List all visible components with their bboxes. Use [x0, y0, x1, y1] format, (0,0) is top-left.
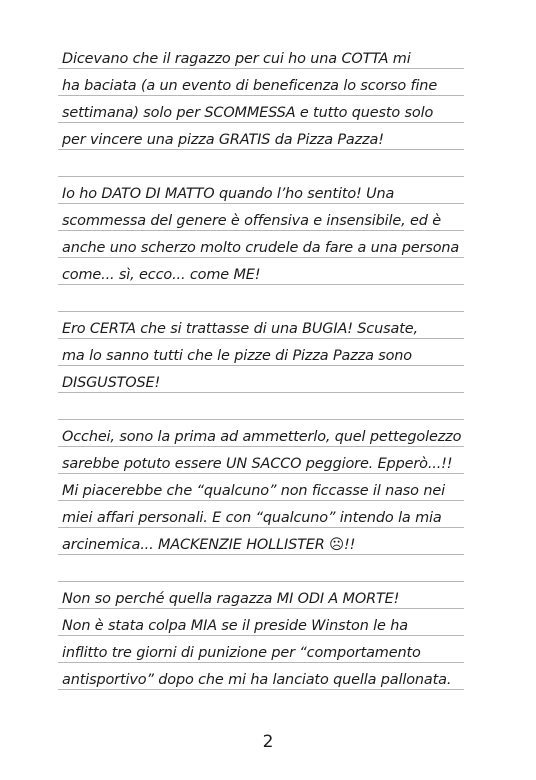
- ruled-line: [58, 122, 464, 123]
- ruled-line: [58, 689, 464, 690]
- text-line: inflitto tre giorni di punizione per “comportamento: [62, 644, 421, 661]
- page-number: 2: [262, 732, 274, 752]
- text-line: antisportivo” dopo che mi ha lanciato quella pallonata.: [62, 671, 452, 688]
- ruled-line: [58, 527, 464, 528]
- ruled-line: [58, 149, 464, 150]
- text-line: come... sì, ecco... come ME!: [62, 266, 261, 283]
- ruled-line: [58, 203, 464, 204]
- ruled-line: [58, 95, 464, 96]
- ruled-line: [58, 176, 464, 177]
- text-line: sarebbe potuto essere UN SACCO peggiore. Epperò...!!: [62, 455, 453, 472]
- text-line: Mi piacerebbe che “qualcuno” non ficcasse il naso nei: [62, 482, 445, 499]
- text-line: Ero CERTA che si trattasse di una BUGIA! Scusate,: [62, 320, 418, 337]
- text-line: per vincere una pizza GRATIS da Pizza Pazza!: [62, 131, 384, 148]
- text-line: settimana) solo per SCOMMESSA e tutto questo solo: [62, 104, 434, 121]
- ruled-line: [58, 473, 464, 474]
- ruled-line: [58, 635, 464, 636]
- text-line: Occhei, sono la prima ad ammetterlo, quel pettegolezzo: [62, 428, 462, 445]
- text-line: Dicevano che il ragazzo per cui ho una COTTA mi: [62, 50, 411, 67]
- text-line: ma lo sanno tutti che le pizze di Pizza Pazza sono: [62, 347, 413, 364]
- ruled-line: [58, 284, 464, 285]
- ruled-line: [58, 581, 464, 582]
- text-line: scommessa del genere è offensiva e insensibile, ed è: [62, 212, 441, 229]
- text-line: Io ho DATO DI MATTO quando l’ho sentito! Una: [62, 185, 395, 202]
- text-line: DISGUSTOSE!: [62, 374, 161, 391]
- ruled-line: [58, 68, 464, 69]
- ruled-line: [58, 446, 464, 447]
- ruled-line: [58, 608, 464, 609]
- text-line: miei affari personali. E con “qualcuno” intendo la mia: [62, 509, 442, 526]
- text-line: Non è stata colpa MIA se il preside Winston le ha: [62, 617, 408, 634]
- ruled-line: [58, 230, 464, 231]
- ruled-line: [58, 662, 464, 663]
- ruled-line: [58, 365, 464, 366]
- text-line: ha baciata (a un evento di beneficenza lo scorso fine: [62, 77, 438, 94]
- text-line: arcinemica... MACKENZIE HOLLISTER ☹!!: [62, 536, 356, 553]
- ruled-line: [58, 257, 464, 258]
- text-line: Non so perché quella ragazza MI ODI A MORTE!: [62, 590, 400, 607]
- ruled-line: [58, 500, 464, 501]
- ruled-line: [58, 419, 464, 420]
- ruled-line: [58, 392, 464, 393]
- text-line: anche uno scherzo molto crudele da fare a una persona: [62, 239, 460, 256]
- ruled-line: [58, 338, 464, 339]
- ruled-line: [58, 311, 464, 312]
- ruled-line: [58, 554, 464, 555]
